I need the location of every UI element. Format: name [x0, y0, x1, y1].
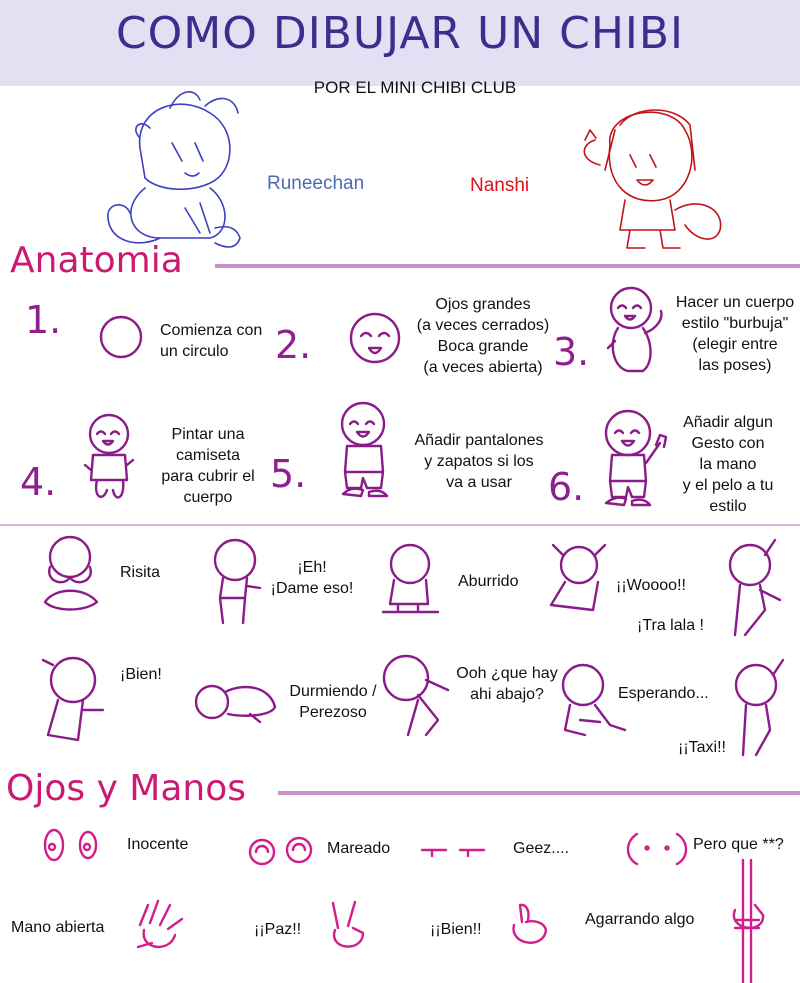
circle-drawing: [98, 313, 148, 363]
hands-label-2: ¡¡Paz!!: [254, 921, 302, 938]
step-text-5: Añadir pantalones y zapatos si los va a usar: [414, 432, 544, 491]
pose-giggle-drawing: [35, 532, 110, 617]
pose-label-2: ¡Eh! ¡Dame eso!: [270, 559, 354, 597]
pose-label-7: Durmiendo / Perezoso: [289, 683, 377, 721]
pose-label-10: ¡¡Taxi!!: [678, 739, 726, 756]
page-title: COMO DIBUJAR UN CHIBI: [115, 8, 685, 59]
eyes-label-1: Inocente: [127, 836, 189, 853]
what-eyes-icon: [625, 826, 690, 871]
shirt-body-drawing: [83, 410, 138, 505]
step-number-5: 5.: [270, 452, 307, 496]
gesture-drawing: [598, 403, 678, 513]
geez-eyes-icon: [418, 842, 493, 862]
step-text-6: Añadir algun Gesto con la mano y el pelo a tu estilo: [682, 414, 774, 515]
anatomy-divider: [215, 264, 800, 268]
poses-divider: [0, 524, 800, 526]
pose-taxi-drawing: [728, 655, 793, 760]
eyes-label-3: Geez....: [513, 840, 570, 857]
pose-label-6: ¡Bien!: [120, 666, 162, 683]
eyes-hands-divider: [278, 791, 800, 795]
dizzy-eyes-icon: [244, 832, 319, 872]
pose-label-1: Risita: [120, 564, 161, 581]
pose-give-me-drawing: [205, 538, 270, 633]
step-text-3: Hacer un cuerpo estilo "burbuja" (elegir entre las poses): [675, 294, 795, 374]
step-text-4: Pintar una camiseta para cubrir el cuerpo: [161, 426, 255, 506]
author-name-right: Nanshi: [470, 175, 530, 196]
pose-label-8: Ooh ¿que hay ahi abajo?: [456, 665, 558, 703]
eyes-hands-heading: Ojos y Manos: [6, 768, 247, 809]
nanshi-chibi-sketch: [575, 100, 735, 260]
pose-label-4: ¡¡Woooo!!: [616, 577, 686, 594]
hands-label-4: Agarrando algo: [585, 911, 695, 928]
hands-label-1: Mano abierta: [11, 919, 105, 936]
step-number-1: 1.: [25, 298, 62, 342]
step-number-4: 4.: [20, 460, 57, 504]
step-text-1: Comienza con un circulo: [160, 322, 263, 360]
open-hand-icon: [130, 895, 190, 955]
face-drawing: [345, 310, 405, 370]
runeechan-chibi-sketch: [100, 88, 260, 258]
pose-tra-lala-drawing: [725, 540, 795, 640]
thumbs-up-icon: [504, 900, 554, 955]
eyes-label-4: Pero que **?: [693, 836, 784, 853]
pose-label-9: Esperando...: [618, 685, 709, 702]
step-number-3: 3.: [553, 330, 590, 374]
pose-sleeping-drawing: [190, 672, 285, 727]
innocent-eyes-icon: [40, 825, 115, 870]
anatomy-heading: Anatomia: [10, 240, 183, 281]
pose-wooo-drawing: [543, 540, 615, 620]
bubble-body-drawing: [603, 283, 668, 378]
grabbing-hand-icon: [725, 860, 770, 983]
step-text-2: Ojos grandes (a veces cerrados) Boca grande (a veces abierta): [416, 296, 550, 376]
peace-hand-icon: [323, 898, 373, 958]
page-subtitle: POR EL MINI CHIBI CLUB: [313, 78, 517, 97]
pose-bored-drawing: [378, 542, 450, 622]
pose-label-3: Aburrido: [458, 573, 519, 590]
hands-label-3: ¡¡Bien!!: [430, 921, 482, 938]
pose-label-5: ¡Tra lala !: [637, 617, 704, 634]
step-number-2: 2.: [275, 323, 312, 367]
author-name-left: Runeechan: [267, 173, 365, 194]
pose-good-drawing: [28, 650, 113, 750]
eyes-label-2: Mareado: [327, 840, 391, 857]
pants-shoes-drawing: [335, 398, 395, 503]
step-number-6: 6.: [548, 465, 585, 509]
